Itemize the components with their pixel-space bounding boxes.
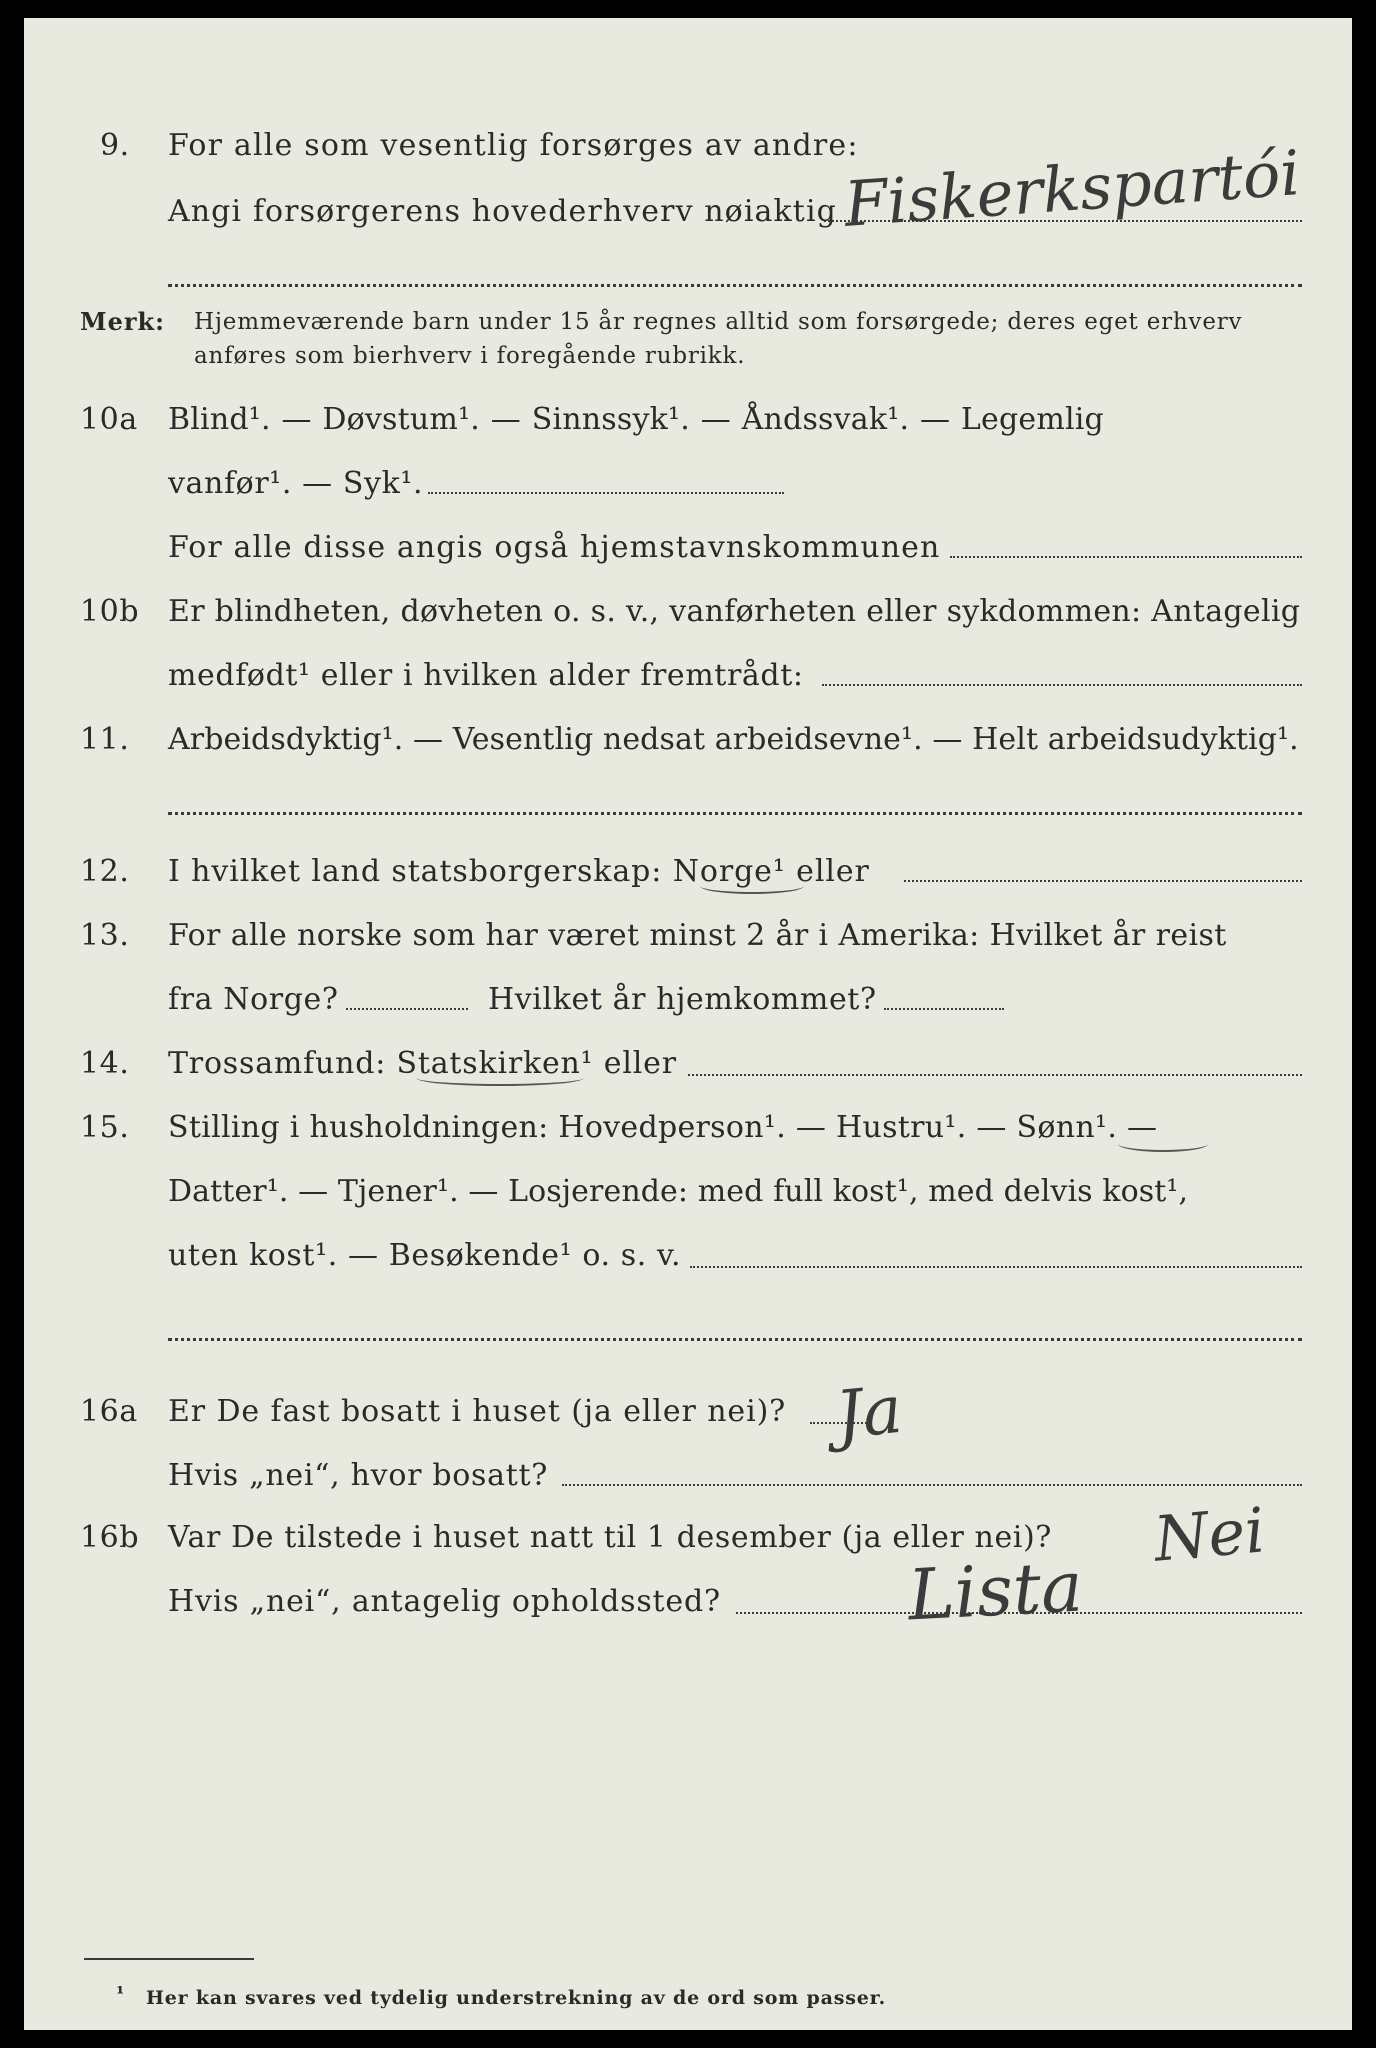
q16a-line2: Hvis „nei“, hvor bosatt? bbox=[168, 1458, 549, 1493]
q10b-line2: medfødt¹ eller i hvilken alder fremtrådt: bbox=[168, 658, 804, 693]
q16a-number: 16a bbox=[80, 1394, 138, 1429]
q9-handwritten-answer: Fiskerkspartói bbox=[842, 136, 1303, 241]
q10b-answer-line bbox=[822, 684, 1302, 686]
q16b-handwritten-answer1: Nei bbox=[1151, 1493, 1268, 1576]
q15-line1: Stilling i husholdningen: Hovedperson¹. — Hustru¹. — Sønn¹. — bbox=[168, 1110, 1158, 1145]
q12-norge-underline bbox=[700, 878, 804, 894]
q16b-number: 16b bbox=[80, 1520, 140, 1555]
q11-rule bbox=[168, 812, 1302, 815]
q15-rule bbox=[168, 1338, 1302, 1341]
q11-line1: Arbeidsdyktig¹. — Vesentlig nedsat arbeidsevne¹. — Helt arbeidsudyktig¹. bbox=[168, 722, 1299, 757]
q12-answer-line bbox=[904, 880, 1302, 882]
q15-number: 15. bbox=[80, 1110, 130, 1145]
q10a-syk-line bbox=[428, 492, 784, 494]
q14-statskirken-underline bbox=[416, 1070, 584, 1086]
q9-line1: For alle som vesentlig forsørges av andre: bbox=[168, 128, 859, 163]
q16b-line2: Hvis „nei“, antagelig opholdssted? bbox=[168, 1584, 721, 1619]
q9-rule bbox=[168, 284, 1302, 287]
footnote-mark: ¹ bbox=[116, 1983, 126, 2005]
footnote-rule bbox=[84, 1958, 254, 1960]
q15-line3: uten kost¹. — Besøkende¹ o. s. v. bbox=[168, 1238, 682, 1273]
q13-reist-line bbox=[346, 1008, 468, 1010]
q16b-handwritten-answer2: Lista bbox=[905, 1545, 1085, 1637]
q16b-line1: Var De tilstede i huset natt til 1 desember (ja eller nei)? bbox=[168, 1520, 1052, 1555]
q16a-handwritten-answer: Ja bbox=[832, 1370, 906, 1455]
census-form-page bbox=[24, 18, 1352, 2030]
q10a-line2: vanfør¹. — Syk¹. bbox=[168, 466, 424, 501]
merk-line1: Hjemmeværende barn under 15 år regnes alltid som forsørgede; deres eget erhverv bbox=[194, 309, 1243, 335]
q11-number: 11. bbox=[80, 722, 130, 757]
q10a-number: 10a bbox=[80, 402, 138, 437]
q10b-number: 10b bbox=[80, 594, 140, 629]
q9-line2: Angi forsørgerens hovederhverv nøiaktig bbox=[168, 194, 837, 229]
merk-line2: anføres som bierhverv i foregående rubrikk. bbox=[194, 343, 746, 369]
q10a-kommune-line bbox=[950, 556, 1302, 558]
q15-answer-line bbox=[690, 1266, 1302, 1268]
q15-line2: Datter¹. — Tjener¹. — Losjerende: med full kost¹, med delvis kost¹, bbox=[168, 1174, 1189, 1209]
q16a-line1: Er De fast bosatt i huset (ja eller nei)? bbox=[168, 1394, 787, 1429]
q12-number: 12. bbox=[80, 854, 130, 889]
q16a-bosatt-line bbox=[562, 1484, 1302, 1486]
footnote-text: Her kan svares ved tydelig understrekning av de ord som passer. bbox=[146, 1987, 887, 2009]
q14-answer-line bbox=[688, 1074, 1302, 1076]
q9-number: 9. bbox=[100, 128, 130, 163]
merk-label: Merk: bbox=[80, 307, 165, 336]
q10a-line3: For alle disse angis også hjemstavnskommunen bbox=[168, 530, 941, 565]
q13-line2b: Hvilket år hjemkommet? bbox=[488, 982, 877, 1017]
q13-line2a: fra Norge? bbox=[168, 982, 339, 1017]
q13-hjemkommet-line bbox=[884, 1008, 1004, 1010]
q13-number: 13. bbox=[80, 918, 130, 953]
q10a-line1: Blind¹. — Døvstum¹. — Sinnssyk¹. — Åndssvak¹. — Legemlig bbox=[168, 402, 1104, 437]
q10b-line1: Er blindheten, døvheten o. s. v., vanførheten eller sykdommen: Antagelig bbox=[168, 594, 1301, 629]
q15-sonn-underline bbox=[1118, 1136, 1208, 1152]
q14-number: 14. bbox=[80, 1046, 130, 1081]
q12-line1: I hvilket land statsborgerskap: Norge¹ eller bbox=[168, 854, 870, 889]
q14-line1: Trossamfund: Statskirken¹ eller bbox=[168, 1046, 677, 1081]
q13-line1: For alle norske som har været minst 2 år i Amerika: Hvilket år reist bbox=[168, 918, 1227, 953]
